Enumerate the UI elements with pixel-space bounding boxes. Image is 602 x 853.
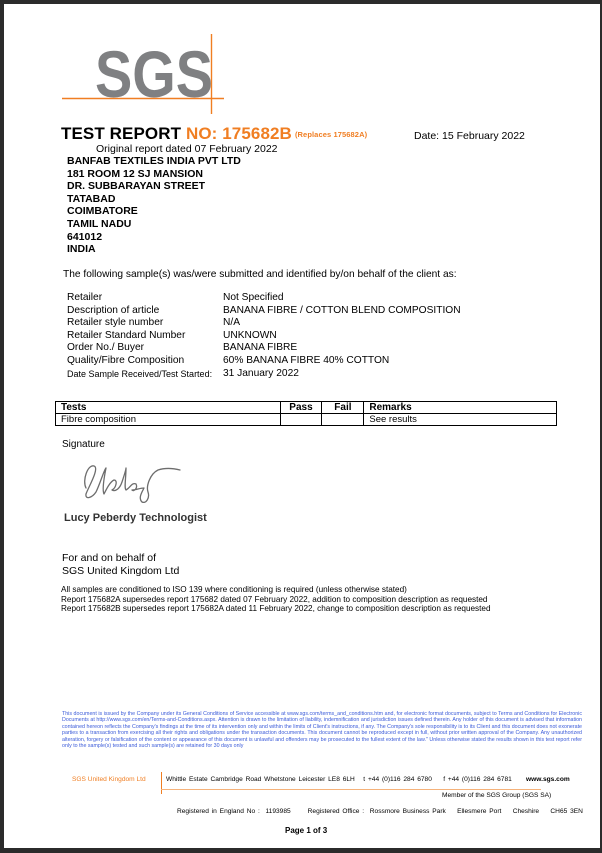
address-line: 641012 [67, 230, 103, 243]
original-report-date: Original report dated 07 February 2022 [96, 143, 278, 155]
address-line: BANFAB TEXTILES INDIA PVT LTD [67, 155, 241, 167]
page-number: Page 1 of 3 [285, 826, 328, 835]
footer-address-line [166, 776, 570, 783]
signature-label: Signature [62, 439, 105, 450]
tests-table [55, 401, 557, 426]
detail-label: Date Sample Received/Test Started: [67, 368, 213, 379]
detail-value: N/A [223, 317, 240, 329]
header-remarks: Remarks [364, 402, 557, 414]
detail-label: Order No./ Buyer [67, 342, 144, 354]
detail-label: Retailer style number [67, 317, 164, 329]
report-page [4, 4, 600, 848]
intro-text: The following sample(s) was/were submitted and identified by/on behalf of the client as: [63, 269, 457, 280]
footer-divider-vertical [161, 772, 162, 794]
sgs-logo [62, 34, 242, 114]
footer-registration: Registered in England No : 1193985 Registered Office : Rossmore Business Park Ellesmere Port Cheshire CH65 3EN [177, 808, 583, 815]
address-line: 181 ROOM 12 SJ MANSION [67, 167, 203, 180]
address-line: DR. SUBBARAYAN STREET [67, 180, 206, 193]
detail-label: Description of article [67, 304, 160, 316]
header-pass: Pass [280, 402, 322, 414]
header-fail: Fail [322, 402, 364, 414]
footer-divider-horizontal [161, 789, 541, 790]
detail-label: Retailer [67, 292, 103, 303]
footer-address: Whittle Estate Cambridge Road Whetstone Leicester LE8 6LH [166, 776, 355, 783]
cell-remarks: See results [364, 414, 557, 426]
footer-member: Member of the SGS Group (SGS SA) [442, 792, 552, 799]
note-line: All samples are conditioned to ISO 139 where conditioning is required (unless otherwise stated) [61, 585, 407, 594]
report-title [61, 124, 367, 144]
header-tests: Tests [56, 402, 281, 414]
signatory-name: Lucy Peberdy Technologist [64, 512, 207, 524]
address-line: TAMIL NADU [67, 217, 132, 230]
report-title-prefix: TEST REPORT [61, 124, 182, 143]
report-number: NO: 175682B [185, 124, 292, 143]
address-line: TATABAD [67, 192, 116, 205]
address-line: COIMBATORE [67, 205, 138, 218]
detail-value: Not Specified [223, 292, 284, 303]
handwritten-signature [80, 458, 190, 506]
detail-value: BANANA FIBRE / COTTON BLEND COMPOSITION [223, 304, 461, 316]
detail-label: Retailer Standard Number [67, 329, 186, 341]
report-notes [61, 585, 491, 614]
detail-value: UNKNOWN [223, 329, 277, 341]
footer-website[interactable]: www.sgs.com [525, 776, 570, 783]
table-row [56, 414, 557, 426]
detail-value: BANANA FIBRE [223, 342, 298, 354]
footer-fax: f +44 (0)116 284 6781 [443, 776, 512, 783]
footer-phone: t +44 (0)116 284 6780 [363, 776, 432, 783]
legal-disclaimer: This document is issued by the Company under its General Conditions of Service accessible at www.sgs.com/terms_and_conditions.htm and, for electronic format documents, subject to Terms and Conditions for Electronic Documents at http://www.sgs.com/en/Terms-and-Conditions.aspx. Attention is drawn to the limitation of liability, indemnification and jurisdiction issues defined therein. Any holder of this document is advised that information contained hereon reflects the Company's findings at the time of its intervention only and within the limits of Client's instructions, if any. The Company's sole responsibility is to its Client and this document does not exonerate parties to a transaction from exercising all their rights and obligations under the transaction documents. This document cannot be reproduced except in full, without prior written approval of the Company. Any unauthorized alteration, forgery or falsification of the content or appearance of this document is unlawful and offenders may be prosecuted to the fullest extent of the law." Unless otherwise stated the results shown in this test report refer only to the sample(s) tested and such sample(s) are retained for 30 days only [62, 711, 582, 750]
behalf-line: For and on behalf of [62, 552, 156, 564]
logo-text: SGS [95, 37, 213, 111]
cell-test: Fibre composition [56, 414, 281, 426]
detail-value: 31 January 2022 [223, 367, 299, 379]
report-date: Date: 15 February 2022 [414, 130, 525, 142]
cell-pass [280, 414, 322, 426]
detail-value: 60% BANANA FIBRE 40% COTTON [223, 354, 390, 366]
cell-fail [322, 414, 364, 426]
note-line: Report 175682A supersedes report 175682 dated 07 February 2022, addition to composition description as requested [61, 594, 488, 604]
tests-header-row [56, 402, 557, 414]
behalf-company: SGS United Kingdom Ltd [62, 564, 180, 577]
footer-company: SGS United Kingdom Ltd [72, 776, 146, 783]
note-line: Report 175682B supersedes report 175682A dated 11 February 2022, change to composition description as requested [61, 604, 491, 614]
client-address [67, 155, 241, 256]
replaces-note: (Replaces 175682A) [294, 130, 368, 139]
detail-label: Quality/Fibre Composition [67, 354, 185, 366]
on-behalf-of [62, 552, 179, 577]
address-line: INDIA [67, 243, 96, 256]
